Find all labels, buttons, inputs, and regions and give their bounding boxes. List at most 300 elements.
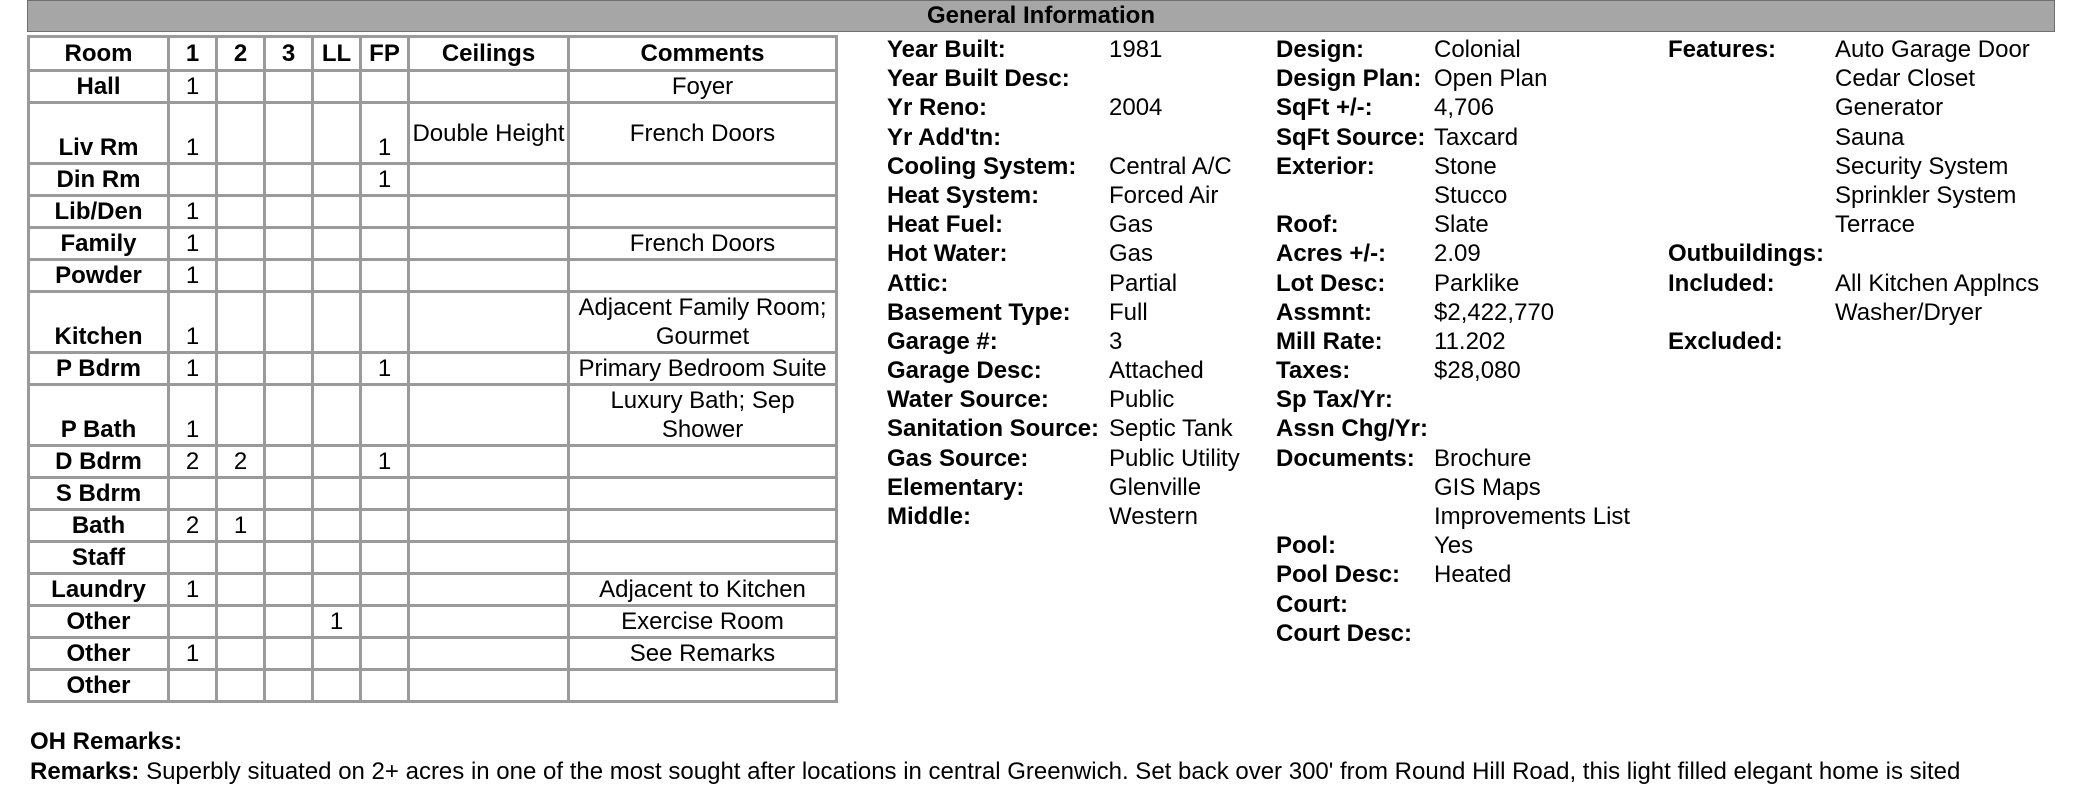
level-1-count	[169, 670, 217, 702]
ceilings-note	[409, 542, 569, 574]
info-label: Assmnt:	[1276, 298, 1373, 326]
level-3-count	[265, 670, 313, 702]
info-value: Glenville	[1109, 473, 1202, 501]
info-row	[1276, 356, 1630, 385]
info-label: Garage Desc:	[887, 357, 1042, 385]
level-2-count	[217, 478, 265, 510]
lower-level-count	[313, 228, 361, 260]
info-row	[1276, 210, 1630, 239]
level-2-count	[217, 574, 265, 606]
info-label: Heat Fuel:	[887, 211, 1004, 239]
remarks-text: Superbly situated on 2+ acres in one of the most sought after locations in central Greenwich. Set back over 300' from Round Hill Road, this light filled elegant home is sited	[146, 758, 1961, 785]
level-1-count	[169, 478, 217, 510]
info-row	[887, 298, 1240, 327]
ceilings-note	[409, 478, 569, 510]
level-1-count	[169, 606, 217, 638]
col-header-room: Room	[29, 37, 169, 71]
info-label: Assn Chg/Yr:	[1276, 415, 1429, 443]
room-row	[29, 228, 837, 260]
comments-note: Primary Bedroom Suite	[569, 353, 837, 385]
info-row	[1668, 93, 2039, 122]
fireplace-count: 1	[361, 353, 409, 385]
level-3-count	[265, 478, 313, 510]
info-value: Security System	[1835, 152, 2009, 180]
info-value: Public	[1109, 386, 1175, 414]
info-row	[887, 385, 1240, 414]
info-value: Forced Air	[1109, 181, 1219, 209]
info-label: Middle:	[887, 503, 971, 530]
fireplace-count: 1	[361, 446, 409, 478]
info-row	[1668, 298, 2039, 327]
info-value: Auto Garage Door	[1835, 36, 2030, 63]
info-value: Sprinkler System	[1835, 181, 2017, 209]
ceilings-note	[409, 196, 569, 228]
level-3-count	[265, 510, 313, 542]
room-name: Hall	[29, 71, 169, 103]
info-value: Stone	[1434, 152, 1497, 180]
info-label: Cooling System:	[887, 152, 1077, 180]
info-value: Brochure	[1434, 444, 1532, 472]
info-row	[1276, 473, 1630, 502]
comments-note: See Remarks	[569, 638, 837, 670]
info-label: Included:	[1668, 269, 1775, 297]
level-1-count: 2	[169, 446, 217, 478]
info-value: Yes	[1434, 532, 1474, 560]
section-title: General Information	[926, 2, 1156, 29]
info-label: Year Built:	[887, 36, 1006, 63]
room-name: Family	[29, 228, 169, 260]
info-label: Yr Reno:	[887, 94, 988, 122]
info-value: Terrace	[1835, 211, 1916, 239]
info-label: Court Desc:	[1276, 619, 1413, 647]
info-label: Attic:	[887, 269, 949, 297]
room-row	[29, 606, 837, 638]
info-row	[1276, 560, 1630, 589]
level-1-count: 1	[169, 228, 217, 260]
info-value: 11.202	[1434, 327, 1506, 355]
info-value: $28,080	[1434, 357, 1521, 385]
level-2-count	[217, 606, 265, 638]
comments-note: Luxury Bath; Sep Shower	[569, 385, 837, 446]
ceilings-note: Double Height	[409, 103, 569, 164]
info-value: Partial	[1109, 269, 1178, 297]
info-row	[887, 35, 1240, 64]
info-row	[887, 269, 1240, 298]
room-name: Powder	[29, 260, 169, 292]
level-2-count	[217, 196, 265, 228]
comments-note	[569, 164, 837, 196]
info-label: Sanitation Source:	[887, 415, 1100, 443]
info-row	[1276, 298, 1630, 327]
fireplace-count	[361, 606, 409, 638]
info-row	[1276, 590, 1630, 619]
level-2-count	[217, 638, 265, 670]
col-header-comments: Comments	[569, 37, 837, 71]
info-value: Generator	[1835, 94, 1944, 122]
room-row	[29, 260, 837, 292]
info-row	[1668, 269, 2039, 298]
level-1-count: 1	[169, 260, 217, 292]
remarks-label: Remarks:	[30, 758, 140, 785]
fireplace-count	[361, 228, 409, 260]
room-row	[29, 196, 837, 228]
lower-level-count	[313, 292, 361, 353]
info-row	[1276, 327, 1630, 356]
room-name: Staff	[29, 542, 169, 574]
comments-note: French Doors	[569, 228, 837, 260]
fireplace-count	[361, 385, 409, 446]
info-value: Open Plan	[1434, 65, 1548, 93]
ceilings-note	[409, 670, 569, 702]
info-row	[1276, 385, 1630, 414]
info-row	[1668, 123, 2039, 152]
fireplace-count	[361, 510, 409, 542]
level-1-count	[169, 542, 217, 574]
ceilings-note	[409, 228, 569, 260]
info-value: Parklike	[1434, 269, 1520, 297]
room-row	[29, 164, 837, 196]
info-row	[887, 414, 1240, 443]
room-row	[29, 542, 837, 574]
level-2-count	[217, 71, 265, 103]
comments-note	[569, 478, 837, 510]
level-2-count	[217, 164, 265, 196]
lower-level-count	[313, 71, 361, 103]
ceilings-note	[409, 574, 569, 606]
info-label: Water Source:	[887, 386, 1049, 414]
general-info-column-1	[887, 35, 1240, 531]
level-1-count: 1	[169, 292, 217, 353]
level-2-count: 1	[217, 510, 265, 542]
room-name: Liv Rm	[29, 103, 169, 164]
fireplace-count	[361, 670, 409, 702]
info-row	[1668, 239, 2039, 268]
info-value: 2.09	[1434, 240, 1481, 268]
ceilings-note	[409, 446, 569, 478]
info-row	[1668, 327, 2039, 356]
fireplace-count: 1	[361, 103, 409, 164]
room-row	[29, 71, 837, 103]
info-row	[1276, 531, 1630, 560]
info-row	[887, 473, 1240, 502]
level-3-count	[265, 542, 313, 574]
room-row	[29, 103, 837, 164]
fireplace-count	[361, 292, 409, 353]
info-label	[1668, 93, 1835, 122]
level-1-count: 1	[169, 574, 217, 606]
info-row	[1276, 35, 1630, 64]
level-3-count	[265, 446, 313, 478]
fireplace-count	[361, 196, 409, 228]
fireplace-count	[361, 574, 409, 606]
fireplace-count: 1	[361, 164, 409, 196]
info-label	[1668, 181, 1835, 210]
fireplace-count	[361, 542, 409, 574]
info-label: Acres +/-:	[1276, 240, 1387, 268]
level-2-count: 2	[217, 446, 265, 478]
level-2-count	[217, 385, 265, 446]
info-label: Design:	[1276, 36, 1365, 63]
info-label: Documents:	[1276, 444, 1415, 472]
room-name: Lib/Den	[29, 196, 169, 228]
room-name: D Bdrm	[29, 446, 169, 478]
level-1-count	[169, 164, 217, 196]
info-row	[1276, 181, 1630, 210]
info-row	[1276, 414, 1630, 443]
info-row	[887, 123, 1240, 152]
fireplace-count	[361, 260, 409, 292]
info-label: Sp Tax/Yr:	[1276, 386, 1393, 414]
info-row	[1276, 269, 1630, 298]
lower-level-count	[313, 510, 361, 542]
info-value: 2004	[1109, 94, 1163, 122]
room-name: P Bdrm	[29, 353, 169, 385]
info-label: Hot Water:	[887, 240, 1008, 268]
info-row	[887, 444, 1240, 473]
room-row	[29, 510, 837, 542]
info-row	[1276, 502, 1630, 531]
col-header-ceilings: Ceilings	[409, 37, 569, 71]
info-value: Stucco	[1434, 181, 1508, 209]
level-3-count	[265, 292, 313, 353]
ceilings-note	[409, 292, 569, 353]
info-value: Improvements List	[1434, 503, 1631, 530]
info-label: Gas Source:	[887, 444, 1029, 472]
info-label: Features:	[1668, 36, 1777, 63]
fireplace-count	[361, 71, 409, 103]
info-label: Yr Add'tn:	[887, 123, 1002, 151]
room-row	[29, 292, 837, 353]
info-label	[1276, 473, 1434, 502]
info-value: Gas	[1109, 211, 1154, 239]
info-value: Washer/Dryer	[1835, 298, 1983, 326]
info-row	[1276, 619, 1630, 648]
room-row	[29, 574, 837, 606]
room-name: P Bath	[29, 385, 169, 446]
info-row	[1276, 64, 1630, 93]
info-value: Gas	[1109, 240, 1154, 268]
info-label: Taxes:	[1276, 357, 1351, 385]
info-row	[1276, 444, 1630, 473]
level-3-count	[265, 103, 313, 164]
col-header-level-1: 1	[169, 37, 217, 71]
lower-level-count	[313, 638, 361, 670]
info-value: All Kitchen Applncs	[1835, 269, 2040, 297]
comments-note: Adjacent to Kitchen	[569, 574, 837, 606]
info-value: Full	[1109, 298, 1148, 326]
lower-level-count: 1	[313, 606, 361, 638]
info-value: Septic Tank	[1109, 415, 1233, 443]
info-label: Pool:	[1276, 532, 1336, 560]
lower-level-count	[313, 103, 361, 164]
level-2-count	[217, 542, 265, 574]
col-header-level-2: 2	[217, 37, 265, 71]
level-2-count	[217, 292, 265, 353]
info-row	[887, 210, 1240, 239]
level-3-count	[265, 606, 313, 638]
info-label: SqFt Source:	[1276, 123, 1426, 151]
level-1-count: 1	[169, 638, 217, 670]
room-row	[29, 385, 837, 446]
level-2-count	[217, 228, 265, 260]
info-row	[887, 327, 1240, 356]
info-row	[1276, 239, 1630, 268]
info-row	[1276, 152, 1630, 181]
col-header-level-3: 3	[265, 37, 313, 71]
room-name: S Bdrm	[29, 478, 169, 510]
fireplace-count	[361, 638, 409, 670]
rooms-header-row	[29, 37, 837, 71]
info-row	[1276, 93, 1630, 122]
info-label: SqFt +/-:	[1276, 94, 1373, 122]
lower-level-count	[313, 385, 361, 446]
col-header-fireplace: FP	[361, 37, 409, 71]
ceilings-note	[409, 606, 569, 638]
info-value: 4,706	[1434, 94, 1495, 122]
info-label	[1668, 298, 1835, 327]
ceilings-note	[409, 385, 569, 446]
comments-note	[569, 542, 837, 574]
info-value: GIS Maps	[1434, 473, 1541, 501]
info-value: Slate	[1434, 211, 1489, 239]
info-label: Outbuildings:	[1668, 240, 1824, 268]
level-1-count: 1	[169, 103, 217, 164]
lower-level-count	[313, 478, 361, 510]
room-row	[29, 446, 837, 478]
comments-note	[569, 670, 837, 702]
col-header-lower-level: LL	[313, 37, 361, 71]
info-label: Elementary:	[887, 473, 1025, 501]
room-name: Din Rm	[29, 164, 169, 196]
level-2-count	[217, 260, 265, 292]
info-value: $2,422,770	[1434, 298, 1555, 326]
ceilings-note	[409, 510, 569, 542]
info-label: Roof:	[1276, 211, 1339, 239]
info-label	[1668, 210, 1835, 239]
info-value: Heated	[1434, 561, 1512, 589]
comments-note	[569, 260, 837, 292]
info-value: 3	[1109, 327, 1123, 355]
room-row	[29, 670, 837, 702]
level-3-count	[265, 638, 313, 670]
info-row	[887, 356, 1240, 385]
lower-level-count	[313, 196, 361, 228]
room-row	[29, 478, 837, 510]
info-label: Year Built Desc:	[887, 65, 1070, 93]
oh-remarks-label: OH Remarks:	[30, 728, 183, 755]
level-2-count	[217, 103, 265, 164]
comments-note: Exercise Room	[569, 606, 837, 638]
info-row	[887, 64, 1240, 93]
level-2-count	[217, 670, 265, 702]
info-label: Lot Desc:	[1276, 269, 1386, 297]
info-value: Attached	[1109, 357, 1204, 385]
info-label: Design Plan:	[1276, 65, 1422, 93]
info-row	[887, 93, 1240, 122]
info-label	[1668, 152, 1835, 181]
info-value: Colonial	[1434, 36, 1521, 63]
room-row	[29, 638, 837, 670]
level-3-count	[265, 385, 313, 446]
info-label: Excluded:	[1668, 327, 1783, 355]
comments-note	[569, 446, 837, 478]
level-1-count: 1	[169, 196, 217, 228]
info-row	[887, 152, 1240, 181]
fireplace-count	[361, 478, 409, 510]
level-2-count	[217, 353, 265, 385]
info-value: Public Utility	[1109, 444, 1240, 472]
level-3-count	[265, 164, 313, 196]
room-name: Laundry	[29, 574, 169, 606]
level-3-count	[265, 228, 313, 260]
info-value: Taxcard	[1434, 123, 1519, 151]
ceilings-note	[409, 353, 569, 385]
comments-note: Adjacent Family Room; Gourmet	[569, 292, 837, 353]
info-label: Court:	[1276, 590, 1348, 618]
info-label	[1668, 123, 1835, 152]
comments-note	[569, 510, 837, 542]
room-name: Kitchen	[29, 292, 169, 353]
info-label: Garage #:	[887, 327, 998, 355]
info-value: Sauna	[1835, 123, 1905, 151]
level-1-count: 1	[169, 353, 217, 385]
ceilings-note	[409, 638, 569, 670]
ceilings-note	[409, 260, 569, 292]
level-3-count	[265, 196, 313, 228]
info-row	[887, 181, 1240, 210]
info-label	[1276, 181, 1434, 210]
info-label: Exterior:	[1276, 152, 1375, 180]
info-label	[1276, 502, 1434, 531]
level-1-count: 1	[169, 385, 217, 446]
info-row	[1668, 210, 2039, 239]
room-row	[29, 353, 837, 385]
ceilings-note	[409, 71, 569, 103]
level-3-count	[265, 260, 313, 292]
info-row	[1668, 64, 2039, 93]
lower-level-count	[313, 670, 361, 702]
comments-note	[569, 196, 837, 228]
level-3-count	[265, 71, 313, 103]
lower-level-count	[313, 260, 361, 292]
lower-level-count	[313, 164, 361, 196]
info-label	[1668, 64, 1835, 93]
lower-level-count	[313, 542, 361, 574]
level-1-count: 2	[169, 510, 217, 542]
rooms-table	[27, 35, 838, 703]
level-3-count	[265, 574, 313, 606]
level-1-count: 1	[169, 71, 217, 103]
comments-note: Foyer	[569, 71, 837, 103]
general-info-column-3	[1668, 35, 2039, 356]
info-row	[1668, 152, 2039, 181]
info-row	[1276, 123, 1630, 152]
info-label: Pool Desc:	[1276, 561, 1401, 589]
level-3-count	[265, 353, 313, 385]
info-row	[887, 239, 1240, 268]
info-label: Heat System:	[887, 181, 1040, 209]
info-row	[887, 502, 1240, 531]
info-label: Basement Type:	[887, 298, 1071, 326]
section-header	[27, 0, 2055, 32]
lower-level-count	[313, 353, 361, 385]
room-name: Other	[29, 606, 169, 638]
info-row	[1668, 181, 2039, 210]
lower-level-count	[313, 574, 361, 606]
comments-note: French Doors	[569, 103, 837, 164]
info-value: 1981	[1109, 36, 1163, 63]
lower-level-count	[313, 446, 361, 478]
